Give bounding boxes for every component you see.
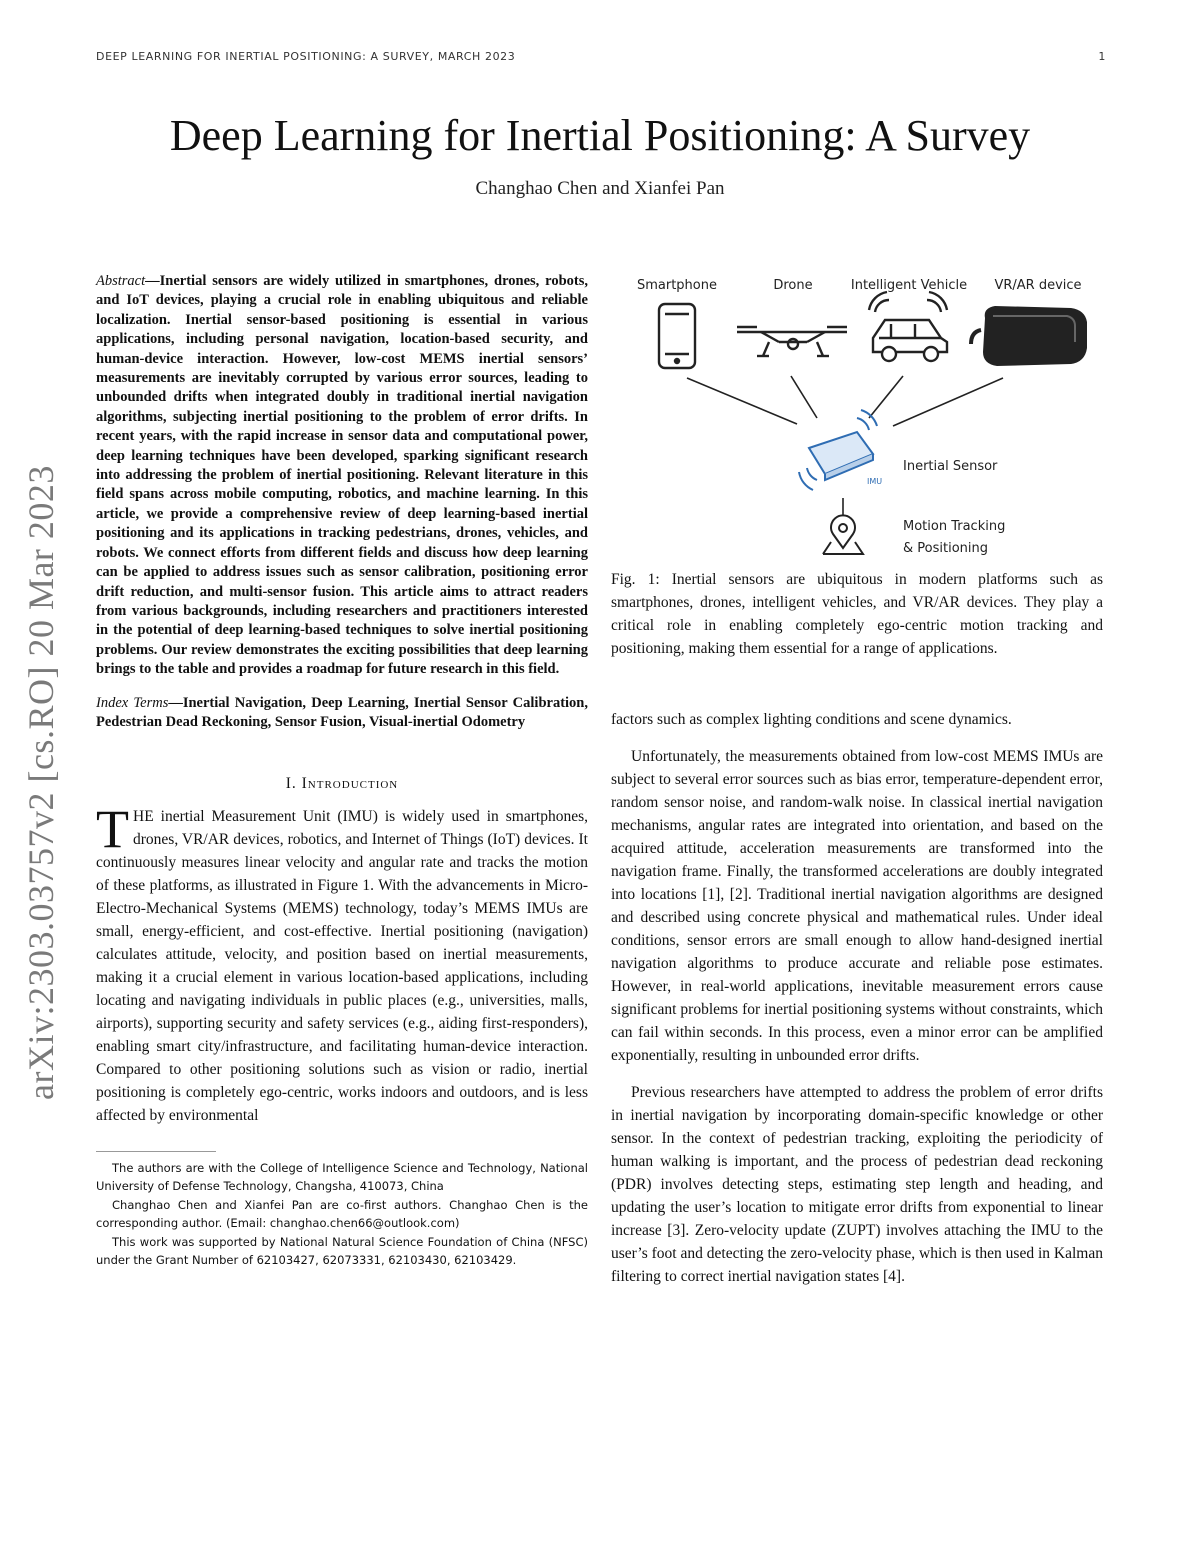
footnote-rule [96, 1151, 216, 1152]
index-terms [96, 694, 588, 733]
abstract-lead: Abstract [96, 273, 146, 289]
footnote-funding: This work was supported by National Natural Science Foundation of China (NFSC) under the Grant Number of 62103427, 62073331, 62103430, 62103429. [96, 1235, 588, 1267]
index-terms-lead: Index Terms [96, 694, 169, 711]
arxiv-stamp: arXiv:2303.03757v2 [cs.RO] 20 Mar 2023 [21, 465, 61, 1100]
footnotes [96, 1160, 588, 1269]
intro-paragraph-text: HE inertial Measurement Unit (IMU) is widely used in smartphones, drones, VR/AR devices, robotics, and Internet of Things (IoT) devices. It continuously measures linear velocity and angular rate and tracks the motion of these platforms, as illustrated in Figure 1. With the advancements in Micro-Electro-Mechanical Systems (MEMS) technology, today’s MEMS IMUs are small, energy-efficient, and cost-effective. Inertial positioning (navigation) calculates attitude, velocity, and position based on inertial measurements, making it a crucial element in various location-based applications, including locating and navigating individuals in public places (e.g., universities, malls, airports), supporting security and safety services (e.g., aiding first-responders), enabling smart city/infrastructure, and facilitating human-device interaction. Compared to other positioning solutions such as vision or radio, inertial positioning is completely ego-centric, works indoors and outdoors, and is less affected by environmental [96, 808, 588, 1125]
vr-headset-icon [971, 306, 1087, 366]
section-heading-introduction: I. Introduction [285, 775, 399, 793]
running-head [96, 50, 1106, 63]
label-smartphone: Smartphone [636, 278, 718, 293]
inertial-sensor-icon [799, 410, 882, 490]
footnote-affiliation: The authors are with the College of Intelligence Science and Technology, National University of Defense Technology, Changsha, 410073, China [96, 1161, 588, 1193]
left-column [96, 272, 588, 1271]
imu-chip-label: IMU [867, 477, 883, 486]
figure-1 [611, 272, 1103, 562]
label-intelligent-vehicle: Intelligent Vehicle [850, 278, 968, 293]
index-terms-text: —Inertial Navigation, Deep Learning, Inertial Sensor Calibration, Pedestrian Dead Reckoning, Sensor Fusion, Visual-inertial Odometry [96, 694, 588, 730]
figure-1-diagram [611, 272, 1103, 562]
location-pin-icon [823, 515, 863, 554]
paragraph-continuation: factors such as complex lighting conditions and scene dynamics. [611, 711, 1012, 728]
label-vr-ar-device: VR/AR device [994, 278, 1082, 293]
intro-paragraph [96, 799, 588, 1127]
paper-title: Deep Learning for Inertial Positioning: A Survey [169, 111, 1031, 160]
label-inertial-sensor: Inertial Sensor [903, 459, 998, 474]
footnote-corresponding: Changhao Chen and Xianfei Pan are co-first authors. Changhao Chen is the corresponding author. (Email: changhao.chen66@outlook.com) [96, 1198, 588, 1230]
label-drone: Drone [773, 278, 813, 293]
paragraph-previous-work: Previous researchers have attempted to address the problem of error drifts in inertial navigation by incorporating domain-specific knowledge or other sensor. In the context of pedestrian tracking, exploiting the periodicity of human walking is important, and the process of pedestrian dead reckoning (PDR) involves detecting steps, estimating step length and heading, and updating the user’s location to mitigate error drifts from exponential to linear increase [3]. Zero-velocity update (ZUPT) involves attaching the IMU to the user’s foot and detecting the zero-velocity phase, which is then used in Kalman filtering to correct inertial navigation states [4]. [611, 1084, 1103, 1285]
right-column-body [611, 708, 1103, 1288]
right-column [611, 272, 1103, 1288]
figure-1-caption: Fig. 1: Inertial sensors are ubiquitous in modern platforms such as smartphones, drones, intelligent vehicles, and VR/AR devices. They play a critical role in enabling completely ego-centric motion tracking and positioning, making them essential for a range of applications. [611, 571, 1103, 657]
label-positioning: & Positioning [903, 541, 988, 556]
paragraph-error-sources: Unfortunately, the measurements obtained from low-cost MEMS IMUs are subject to several error sources such as bias error, temperature-dependent error, random sensor noise, and random-walk noise. In classical inertial navigation mechanisms, angular rates are integrated into orientation, and based on the acquired attitude, acceleration measurements are transformed into the navigation frame. Finally, the transformed accelerations are doubly integrated into locations [1], [2]. Traditional inertial navigation algorithms are designed and described using concrete physical and mathematical rules. Under ideal conditions, sensor errors are small enough to allow hand-designed inertial navigation algorithms to produce accurate and reliable pose estimates. However, in real-world applications, inevitable measurement errors cause significant problems for inertial positioning systems without constraints, which can fail within seconds. In this process, even a minor error can be amplified exponentially, resulting in unbounded error drifts. [611, 748, 1103, 1064]
paper-authors: Changhao Chen and Xianfei Pan [475, 178, 725, 199]
drone-icon [737, 327, 847, 356]
abstract [96, 272, 588, 680]
running-title: DEEP LEARNING FOR INERTIAL POSITIONING: A SURVEY, MARCH 2023 [96, 50, 516, 63]
label-motion-tracking: Motion Tracking [903, 519, 1006, 534]
smartphone-icon [659, 304, 695, 368]
abstract-text: —Inertial sensors are widely utilized in smartphones, drones, robots, and IoT devices, playing a crucial role in enabling ubiquitous and reliable localization. Inertial sensor-based positioning is essential in various applications, including personal navigation, location-based security, and human-device interaction. However, low-cost MEMS inertial sensors’ measurements are inevitably corrupted by various error sources, leading to unbounded drifts when integrated doubly in traditional inertial navigation algorithms, subjecting inertial positioning to the problem of error drifts. In recent years, with the rapid increase in sensor data and computational power, deep learning techniques have been developed, sparking significant research into addressing the problem of inertial positioning. Relevant literature in this field spans across mobile computing, robotics, and machine learning. In this article, we provide a comprehensive review of deep learning-based inertial positioning and its applications in tracking pedestrians, drones, vehicles, and robots. We connect efforts from different fields and discuss how deep learning can be applied to address issues such as sensor calibration, positioning error drift reduction, and multi-sensor fusion. This article aims to attract readers from various backgrounds, including researchers and practitioners interested in the potential of deep learning-based techniques to solve inertial positioning problems. Our review demonstrates the exciting possibilities that deep learning brings to the table and provides a roadmap for future research in this field. [96, 273, 588, 678]
page-number: 1 [1098, 50, 1106, 63]
vehicle-icon [869, 292, 947, 361]
dropcap: T [96, 799, 129, 860]
